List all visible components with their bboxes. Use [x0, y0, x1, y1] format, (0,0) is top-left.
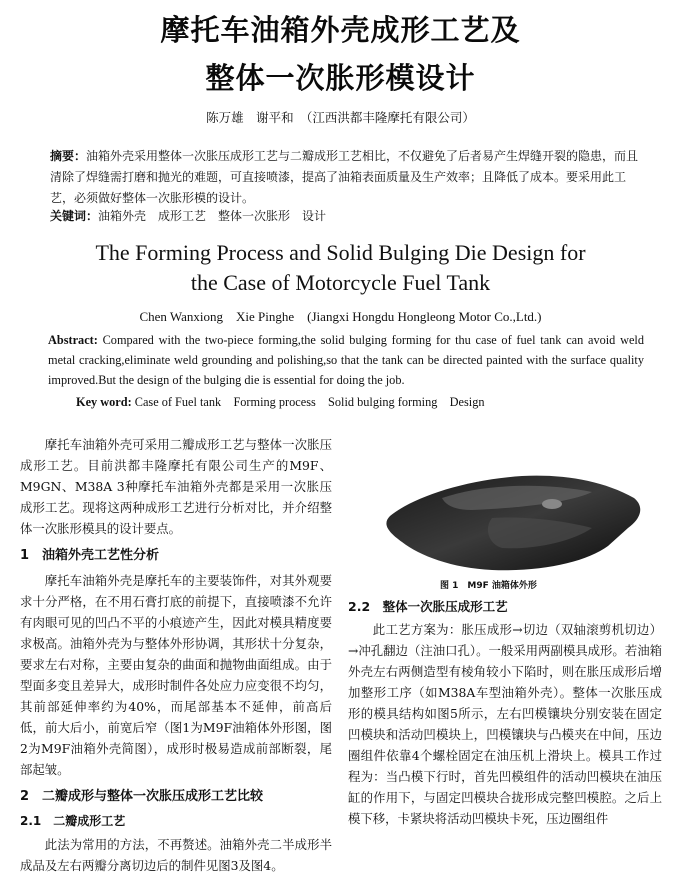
figure-1-caption: 图 1 M9F 油箱体外形	[440, 581, 537, 591]
section-2-1-heading: 2.1 二瓣成形工艺	[20, 814, 126, 828]
right-column	[348, 596, 662, 829]
keywords-cn	[50, 206, 640, 227]
left-column	[20, 434, 332, 876]
section-2-heading: 2 二瓣成形与整体一次胀压成形工艺比较	[20, 789, 264, 804]
authors-cn: 陈万雄 谢平和 （江西洪都丰隆摩托有限公司）	[206, 110, 475, 125]
section-2-2-paragraph: 此工艺方案为：胀压成形→切边（双轴滚剪机切边）→冲孔翻边（注油口孔）。一般采用两副模具成形。若油箱外壳左右两侧造型有棱角较小下陷时，则在胀压成形后增加整形工序（如M38A车型油箱外壳）。整体一次胀压成形的模具结构如图5所示，左右凹模镶块分别安装在固定凹模块和活动凹模块上，凹模镶块与凸模夹在中间，压边圈组件依靠4个螺栓固定在油压机上滑块上。模具工作过程为：当凸模下行时，首先凹模组件的活动凹模块在油压缸的作用下，与固定凹模块合拢形成完整凹模腔。之后上模下移，卡紧块将活动凹模块卡死，压边圈组件	[348, 622, 662, 826]
fuel-tank-image	[372, 458, 654, 578]
section-2-2-heading: 2.2 整体一次胀压成形工艺	[348, 599, 508, 614]
keywords-en	[76, 392, 646, 412]
section-2-1-paragraph: 此法为常用的方法，不再赘述。油箱外壳二半成形半成品及左右两瓣分离切边后的制件见图3及图4。	[20, 837, 332, 873]
intro-paragraph: 摩托车油箱外壳可采用二瓣成形工艺与整体一次胀压成形工艺。目前洪都丰隆摩托有限公司生产的M9F、M9GN、M38A 3种摩托车油箱外壳都是采用一次胀压成形工艺。现将这两种成形工艺进行分析对比，并介绍整体一次胀形模具的设计要点。	[20, 437, 332, 536]
abstract-en-text: Compared with the two-piece forming,the solid bulging forming for thu case of fuel tank can avoid weld metal cracking,eliminate weld grounding and polishing,so that the tank can be directed painted with the surface quality improved.But the design of the bulging die is essential for doing the job.	[48, 333, 644, 387]
authors-en: Chen Wanxiong Xie Pinghe (Jiangxi Hongdu Hongleong Motor Co.,Ltd.)	[139, 309, 542, 324]
abstract-en-label: Abstract:	[48, 333, 98, 347]
abstract-en	[48, 330, 644, 390]
keywords-cn-label: 关键词：	[50, 209, 99, 223]
abstract-cn-text: 油箱外壳采用整体一次胀压成形工艺与二瓣成形工艺相比，不仅避免了后者易产生焊缝开裂的隐患，而且清除了焊缝需打磨和抛光的难题，可直接喷漆，提高了油箱表面质量及生产效率；且降低了成本。要采用此工艺，必须做好整体一次胀形模的设计。	[50, 149, 639, 205]
keywords-en-label: Key word:	[76, 395, 132, 409]
title-en-line1: The Forming Process and Solid Bulging Die Design for	[95, 240, 586, 265]
keywords-cn-text: 油箱外壳 成形工艺 整体一次胀形 设计	[98, 209, 327, 223]
section-1-paragraph: 摩托车油箱外壳是摩托车的主要装饰件，对其外观要求十分严格，在不用石膏打底的前提下，直接喷漆不允许有肉眼可见的凹凸不平的小痕迹产生，因此对模具精度要求极高。油箱外壳为与整体外形协调，其形状十分复杂，要求左右对称，主要由复杂的曲面和抛物曲面组成。由于型面多变且差异大，成形时制件各处应力应变很不均匀，其前部延伸率约为40%，而尾部基本不延伸，前高后低，前大后小，前宽后窄（图1为M9F油箱体外形图，图2为M9F油箱外壳简图），成形时极易造成前部断裂，尾部起皱。	[20, 573, 332, 777]
abstract-cn	[50, 146, 640, 209]
keywords-en-text: Case of Fuel tank Forming process Solid bulging forming Design	[134, 395, 485, 409]
title-cn-line1: 摩托车油箱外壳成形工艺及	[160, 13, 521, 47]
title-cn-line2: 整体一次胀形模设计	[205, 61, 476, 95]
title-en-line2: the Case of Motorcycle Fuel Tank	[190, 270, 491, 295]
fuel-tank-figure	[372, 458, 654, 578]
abstract-cn-label: 摘要：	[50, 149, 87, 163]
section-1-heading: 1 油箱外壳工艺性分析	[20, 548, 160, 563]
